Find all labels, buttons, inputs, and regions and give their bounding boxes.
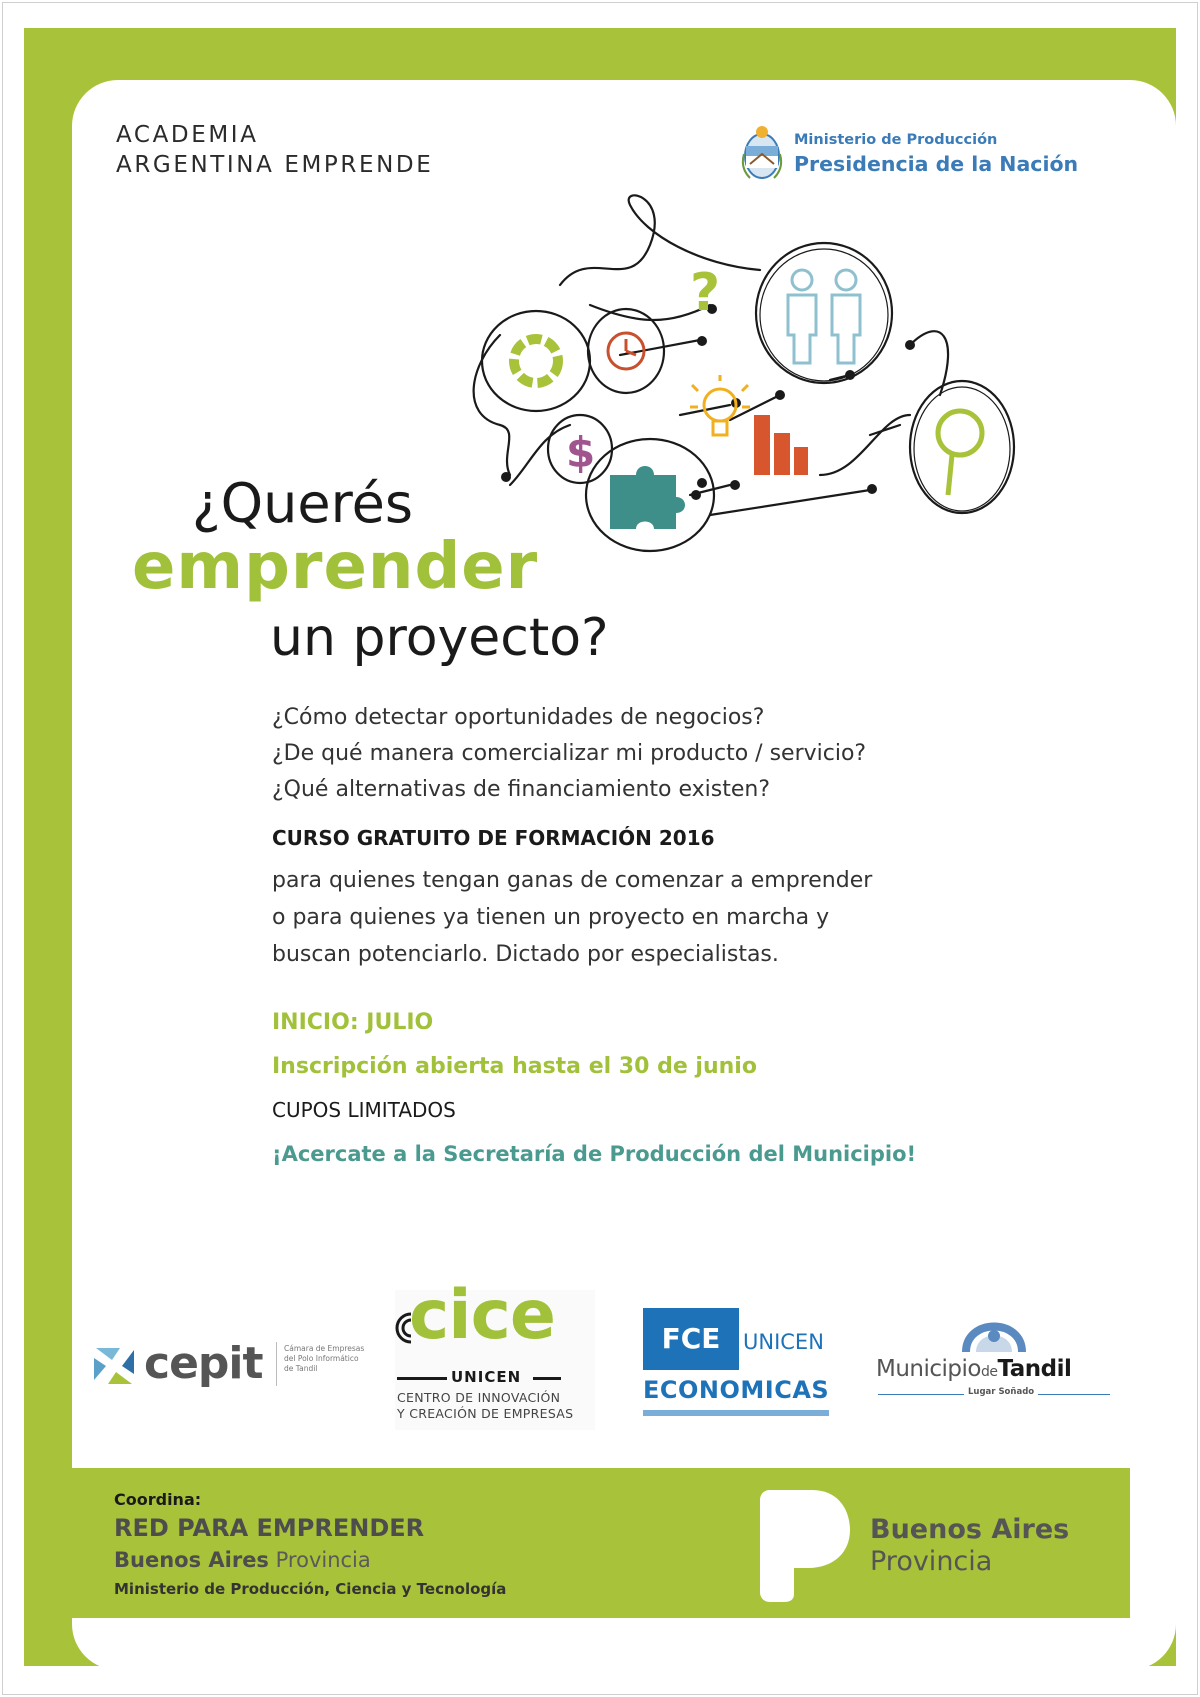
cice-rule-left [397, 1377, 447, 1380]
cice-rule-right [533, 1377, 561, 1380]
cice-unicen: UNICEN [451, 1368, 522, 1386]
cepit-caption-line: Cámara de Empresas [284, 1344, 365, 1353]
cice-subtitle-line: CENTRO DE INNOVACIÓN [397, 1390, 561, 1405]
headline-line1: ¿Querés [192, 472, 413, 535]
fce-unicen: UNICEN [743, 1330, 824, 1354]
footer-red: RED PARA EMPRENDER [114, 1514, 425, 1542]
footer-ministry: Ministerio de Producción, Ciencia y Tecnología [114, 1580, 507, 1598]
fce-underline [643, 1410, 829, 1416]
limited-spots: CUPOS LIMITADOS [272, 1098, 456, 1122]
course-description-line: para quienes tengan ganas de comenzar a emprender [272, 868, 873, 893]
doodle-string [474, 335, 510, 475]
dollar-icon: $ [566, 428, 596, 477]
question-mark-icon: ? [690, 263, 721, 323]
fce-economicas: ECONOMICAS [643, 1376, 830, 1404]
doodle-ring-chart [482, 311, 590, 411]
buenos-aires-p-icon [760, 1490, 850, 1602]
cepit-wordmark: cepit [144, 1338, 263, 1389]
municipio-tandil-logo [872, 1300, 1122, 1410]
question-item: ¿Qué alternativas de financiamiento existen? [272, 777, 771, 802]
lightbulb-icon [690, 375, 750, 435]
national-seal-icon [740, 124, 784, 182]
cepit-logo [90, 1330, 370, 1400]
questions-list [272, 700, 866, 808]
footer-province [114, 1548, 371, 1572]
footer-brand-line2: Provincia [870, 1546, 993, 1577]
fce-box: FCE [643, 1308, 739, 1370]
footer-province-bold: Buenos Aires [114, 1548, 269, 1572]
doodle-ring-people [756, 243, 892, 383]
start-date: INICIO: JULIO [272, 1010, 434, 1035]
call-to-action: ¡Acercate a la Secretaría de Producción del Municipio! [272, 1142, 917, 1166]
tandil-arch-icon [962, 1300, 1026, 1356]
doodle-string [710, 490, 870, 515]
doodle-ring-people-2 [760, 249, 888, 381]
cepit-caption-line: del Polo Informático [284, 1354, 359, 1363]
tandil-name: Tandil [997, 1356, 1072, 1382]
footer-brand-line1: Buenos Aires [870, 1514, 1070, 1545]
people-icon [788, 270, 860, 363]
puzzle-icon [610, 466, 685, 529]
headline-line2: emprender [132, 530, 539, 604]
registration-deadline: Inscripción abierta hasta el 30 de junio [272, 1054, 757, 1079]
footer-coordina: Coordina: [114, 1490, 202, 1509]
cepit-caption [284, 1344, 364, 1374]
bar-chart-icon [754, 415, 808, 475]
footer-province-normal: Provincia [275, 1548, 371, 1572]
academy-title [116, 120, 433, 180]
magnifier-icon [938, 411, 982, 495]
tandil-municipio: Municipio [876, 1356, 981, 1382]
cice-wordmark: cice [409, 1276, 556, 1355]
doodle-string [820, 415, 910, 475]
academy-line2: ARGENTINA EMPRENDE [116, 152, 434, 178]
headline-line3: un proyecto? [270, 608, 609, 668]
cepit-divider [276, 1342, 277, 1386]
cice-subtitle-line: Y CREACIÓN DE EMPRESAS [397, 1406, 574, 1421]
doodle-ring-magnifier [910, 381, 1014, 513]
question-item: ¿Cómo detectar oportunidades de negocios? [272, 705, 765, 730]
ring-chart-icon [514, 339, 558, 383]
ministry-logo [740, 120, 1100, 186]
course-description-line: buscan potenciarlo. Dictado por especialistas. [272, 942, 779, 967]
doodle-string [560, 195, 760, 285]
cepit-swirl-icon [90, 1340, 140, 1390]
cepit-caption-line: de Tandil [284, 1364, 318, 1373]
cice-subtitle [397, 1390, 573, 1422]
academy-line1: ACADEMIA [116, 122, 259, 148]
course-description-line: o para quienes ya tienen un proyecto en marcha y [272, 905, 830, 930]
course-description [272, 862, 872, 973]
tandil-wordmark [876, 1356, 1071, 1382]
course-title: CURSO GRATUITO DE FORMACIÓN 2016 [272, 826, 715, 850]
ministry-line2: Presidencia de la Nación [794, 152, 1079, 176]
tandil-de: de [981, 1364, 998, 1380]
fce-logo [643, 1308, 833, 1424]
doodle-ring-magnifier-2 [914, 387, 1010, 511]
cice-logo [395, 1276, 595, 1430]
coordination-footer [70, 1468, 1130, 1618]
ministry-line1: Ministerio de Producción [794, 132, 998, 148]
question-item: ¿De qué manera comercializar mi producto / servicio? [272, 741, 867, 766]
tandil-slogan: Lugar Soñado [964, 1387, 1038, 1397]
